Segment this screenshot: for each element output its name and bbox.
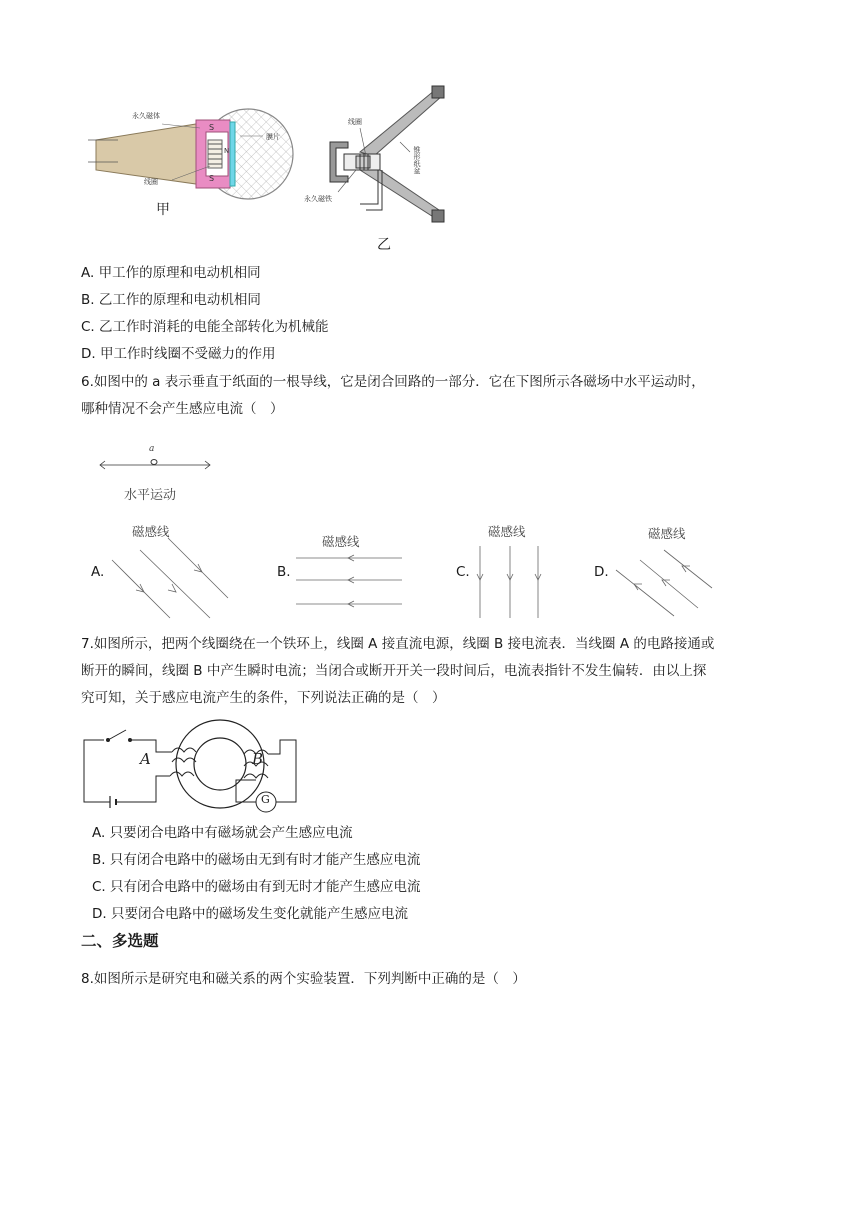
coil-a-label: A: [140, 750, 151, 768]
q7-option-d: D. 只要闭合电路中的磁场发生变化就能产生感应电流: [92, 906, 408, 922]
field-label-d: 磁感线: [648, 526, 686, 541]
loudspeaker-diagram: [300, 84, 465, 234]
label-speaker-coil: 线圈: [348, 118, 362, 126]
q7-option-a: A. 只要闭合电路中有磁场就会产生感应电流: [92, 825, 353, 841]
galvanometer-label: G: [261, 793, 270, 806]
q6-field-a: [110, 520, 240, 620]
coil-b-label: B: [252, 750, 264, 768]
q7-option-b: B. 只有闭合电路中的磁场由无到有时才能产生感应电流: [92, 852, 421, 868]
label-diaphragm: 膜片: [266, 133, 280, 141]
q8-stem: 8.如图所示是研究电和磁关系的两个实验装置．下列判断中正确的是（ ）: [81, 971, 526, 987]
label-cone: 锥形纸盆: [413, 146, 421, 174]
field-label-b: 磁感线: [322, 534, 360, 549]
field-label-a: 磁感线: [132, 524, 170, 539]
microphone-diagram: [88, 82, 298, 232]
q7-option-c: C. 只有闭合电路中的磁场由有到无时才能产生感应电流: [92, 879, 421, 895]
q6-option-d-letter: D.: [594, 564, 609, 580]
horizontal-motion-label: 水平运动: [124, 488, 177, 503]
section-title-multiple-choice: 二、多选题: [81, 932, 159, 950]
wire-a-label: a: [149, 444, 155, 454]
label-speaker-magnet: 永久磁铁: [304, 195, 332, 203]
q6-option-b-letter: B.: [277, 564, 291, 580]
q6-stem-line1: 6.如图中的 a 表示垂直于纸面的一根导线，它是闭合回路的一部分．它在下图所示各磁场中水平运动时，: [81, 374, 705, 390]
q5-option-a: A. 甲工作的原理和电动机相同: [81, 265, 261, 281]
q6-field-d: [612, 520, 722, 620]
label-permanent-magnet: 永久磁体: [132, 112, 160, 120]
q6-option-a-letter: A.: [91, 564, 105, 580]
figure-caption-yi: 乙: [377, 237, 391, 253]
label-pole-s-top: S: [209, 123, 215, 132]
q7-stem-line1: 7.如图所示，把两个线圈绕在一个铁环上，线圈 A 接直流电源，线圈 B 接电流表．当线圈 A 的电路接通或: [81, 636, 715, 652]
label-coil: 线圈: [144, 178, 158, 186]
q6-motion-diagram: [96, 446, 216, 506]
q7-stem-line3: 究可知，关于感应电流产生的条件，下列说法正确的是（ ）: [81, 690, 446, 706]
figure-jia-microphone: [88, 82, 298, 232]
figure-caption-jia: 甲: [156, 202, 170, 218]
q6-option-c-letter: C.: [456, 564, 470, 580]
q6-field-c: [470, 520, 560, 620]
q5-option-b: B. 乙工作的原理和电动机相同: [81, 292, 261, 308]
q7-stem-line2: 断开的瞬间，线圈 B 中产生瞬时电流；当闭合或断开开关一段时间后，电流表指针不发生偏转．由以上探: [81, 663, 707, 679]
q5-option-d: D. 甲工作时线圈不受磁力的作用: [81, 346, 276, 362]
label-pole-n: N: [224, 147, 230, 155]
q6-field-b: [294, 528, 406, 612]
figure-yi-loudspeaker: [300, 84, 465, 234]
q5-option-c: C. 乙工作时消耗的电能全部转化为机械能: [81, 319, 329, 335]
field-label-c: 磁感线: [488, 524, 526, 539]
q7-circuit-diagram: [80, 718, 300, 818]
label-pole-s-bottom: S: [209, 174, 215, 183]
q6-stem-line2: 哪种情况不会产生感应电流（ ）: [81, 401, 284, 417]
